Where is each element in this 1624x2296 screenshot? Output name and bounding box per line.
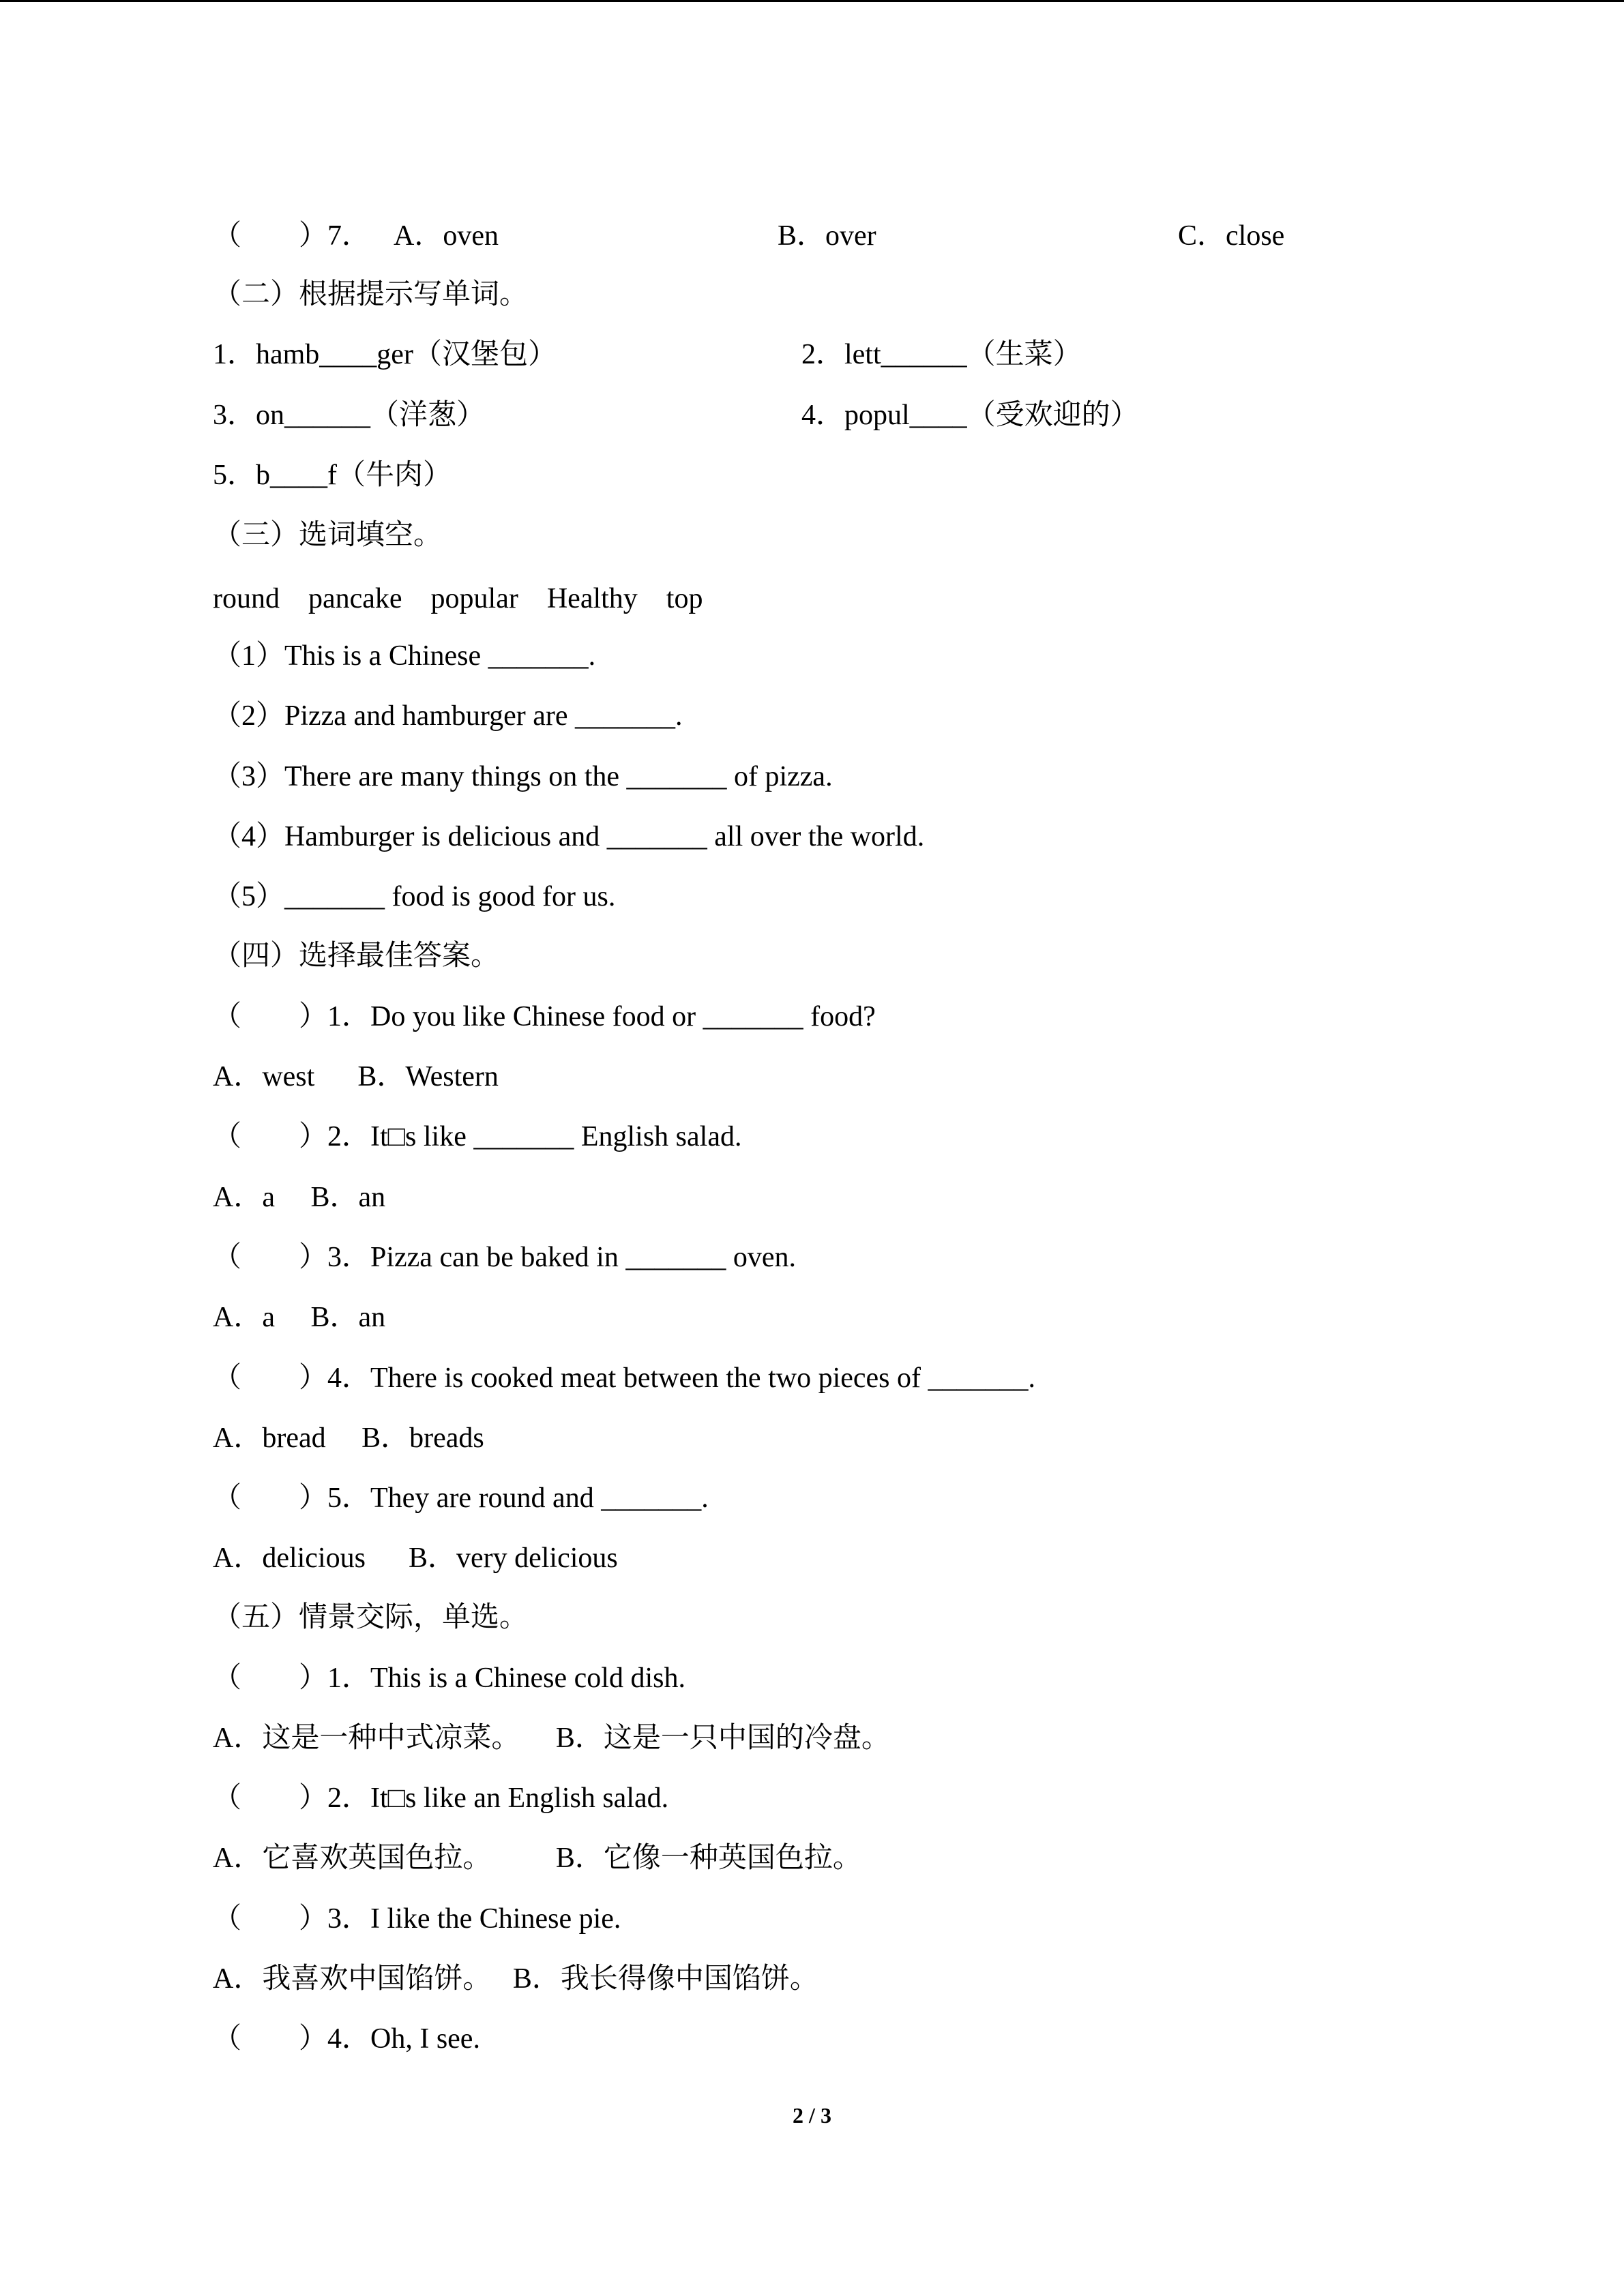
s5-answers-2: A．它喜欢英国色拉。 B．它像一种英国色拉。 (213, 1843, 861, 1874)
s5-question-1: （ ）1．This is a Chinese cold dish. (213, 1663, 685, 1694)
s2-item-3: 3．on______（洋葱） (213, 400, 486, 431)
s3-question-4: （4）Hamburger is delicious and _______ all over the world. (213, 821, 925, 852)
s5-answers-1: A．这是一种中式凉菜。 B．这是一只中国的冷盘。 (213, 1723, 890, 1754)
s4-answers-3: A．a B．an (213, 1302, 386, 1333)
s4-question-2: （ ）2．It□s like _______ English salad. (213, 1121, 742, 1152)
q7-option-c: C．close (1178, 220, 1285, 252)
q7-number: （ ）7． (213, 220, 371, 252)
s5-question-3: （ ）3．I like the Chinese pie. (213, 1903, 621, 1935)
s4-question-5: （ ）5．They are round and _______. (213, 1482, 709, 1514)
s3-word-bank: round pancake popular Healthy top (213, 583, 703, 614)
section-3-heading: （三）选词填空。 (213, 520, 443, 551)
s2-item-5: 5．b____f（牛肉） (213, 460, 452, 491)
s4-answers-1: A．west B．Western (213, 1061, 499, 1092)
s5-answers-3: A．我喜欢中国馅饼。 B．我长得像中国馅饼。 (213, 1963, 818, 1995)
s4-question-4: （ ）4．There is cooked meat between the two pieces of _______. (213, 1362, 1036, 1394)
section-5-heading: （五）情景交际，单选。 (213, 1602, 529, 1633)
top-border (0, 0, 1624, 2)
s3-question-3: （3）There are many things on the _______ of pizza. (213, 761, 833, 792)
s4-answers-4: A．bread B．breads (213, 1422, 484, 1454)
s2-item-1: 1．hamb____ger（汉堡包） (213, 339, 557, 370)
s3-question-1: （1）This is a Chinese _______. (213, 640, 596, 672)
s4-answers-2: A．a B．an (213, 1182, 386, 1213)
s2-item-2: 2．lett______（生菜） (801, 339, 1082, 370)
s4-question-3: （ ）3．Pizza can be baked in _______ oven. (213, 1242, 796, 1273)
page-number: 2 / 3 (793, 2103, 831, 2128)
s5-question-4: （ ）4．Oh, I see. (213, 2023, 480, 2055)
s5-question-2: （ ）2．It□s like an English salad. (213, 1783, 669, 1814)
q7-option-a: A．oven (394, 220, 499, 252)
s4-answers-5: A．delicious B．very delicious (213, 1542, 618, 1574)
q7-option-b: B．over (778, 220, 876, 252)
section-4-heading: （四）选择最佳答案。 (213, 940, 500, 972)
s2-item-4: 4．popul____（受欢迎的） (801, 400, 1139, 431)
s3-question-5: （5）_______ food is good for us. (213, 881, 616, 912)
s4-question-1: （ ）1．Do you like Chinese food or _______ food? (213, 1001, 876, 1032)
s3-question-2: （2）Pizza and hamburger are _______. (213, 700, 683, 732)
section-2-heading: （二）根据提示写单词。 (213, 279, 529, 310)
